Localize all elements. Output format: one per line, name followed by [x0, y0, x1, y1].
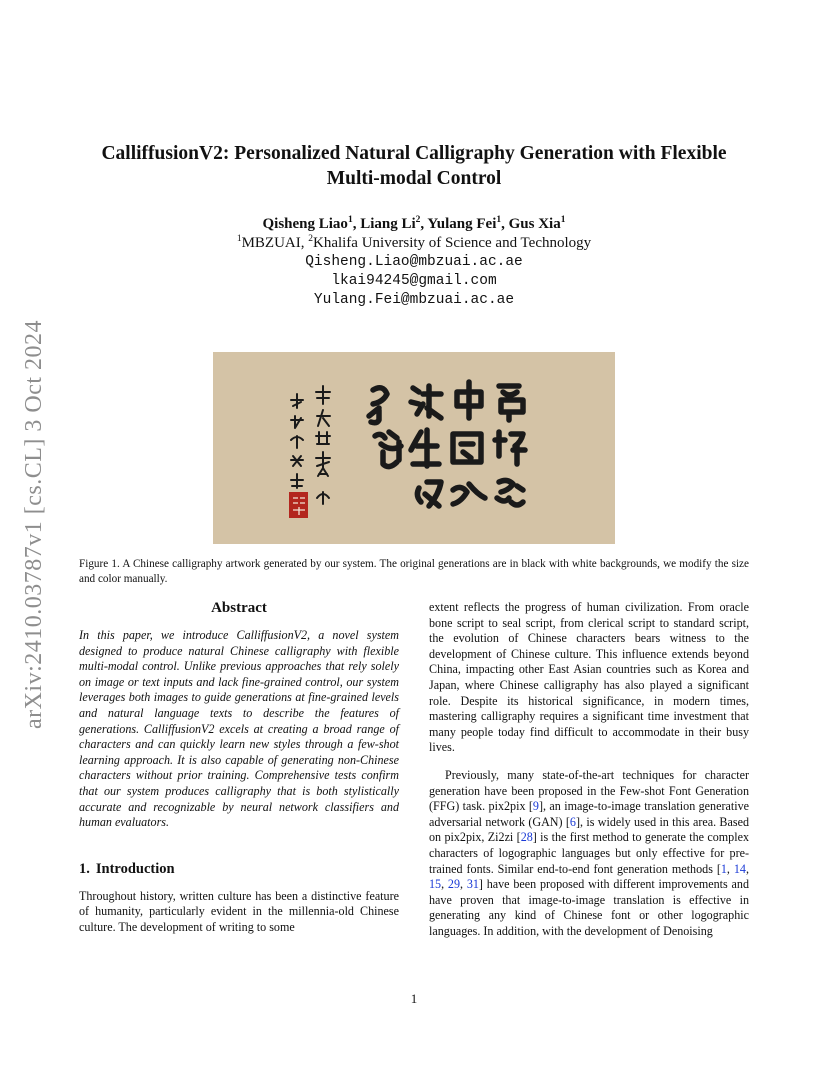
citation-link[interactable]: 15 — [429, 877, 442, 892]
body-paragraph-with-citations — [429, 768, 749, 940]
figure-caption-text: A Chinese calligraphy artwork generated by our system. The original generations are in black with white backgrounds, we modify the size and color manually. — [79, 558, 749, 585]
author-name: Gus Xia — [508, 216, 561, 232]
seal-stamp-icon — [289, 492, 308, 518]
author-affiliation-mark: 1 — [496, 215, 502, 225]
section-number: 1. — [79, 860, 90, 877]
calligraphy-figure — [213, 352, 615, 544]
paragraph-text: , — [460, 877, 467, 892]
author-email[interactable]: Qisheng.Liao@mbzuai.ac.ae — [305, 254, 523, 270]
figure-caption — [79, 557, 749, 586]
paragraph-text: ], is widely used in this area. Based on pix2pix, Zi2zi [ — [429, 814, 749, 845]
affiliation-line: $^1$MBZUAI, $^2$Khalifa University of Science and Technology — [236, 234, 592, 251]
arxiv-identifier-stamp — [20, 296, 50, 752]
author-name: Yulang Fei — [427, 216, 497, 232]
affiliation-mark: 2 — [308, 234, 313, 244]
section-title: Introduction — [95, 860, 175, 877]
author-block — [90, 215, 738, 310]
citation-link[interactable]: 1 — [720, 861, 727, 876]
citation-link[interactable]: 9 — [532, 799, 539, 814]
citation-link[interactable]: 31 — [466, 877, 479, 892]
paper-title-line-2: Multi-modal Control — [326, 168, 502, 189]
author-name: Liang Li — [360, 216, 416, 232]
author-affiliation-mark: 2 — [415, 215, 421, 225]
body-paragraph: extent reflects the progress of human civilization. From oracle bone script to seal script, from clerical script to standard script, the evolution of Chinese characters bears witness to the development of Chinese culture. This influence extends beyond China, impacting other East Asian countries such as Korea and Japan, where Chinese calligraphy has also played a significant role. Despite its historical significance, in modern times, mastering calligraphy requires a significant time investment that many people today find difficult to accommodate in their busy lives. — [429, 600, 749, 755]
paper-title-line-1: CalliffusionV2: Personalized Natural Calligraphy Generation with Flexible — [101, 143, 727, 164]
author-list: Qisheng Liao$^1$, Liang Li$^2$, Yulang Fei$^1$, Gus Xia$^1$ — [262, 215, 566, 232]
citation-link[interactable]: 29 — [447, 877, 460, 892]
affiliation-name: Khalifa University of Science and Technology — [312, 235, 592, 251]
paragraph-text: ] have been proposed with different improvements and have proven that image-to-image translation is effective in generating any kind of Chinese font or other logographic languages. In addition, with the development of Denoising — [429, 877, 749, 938]
paragraph-text: , — [745, 861, 749, 876]
paragraph-text: Previously, many state-of-the-art techniques for character generation have been proposed in the Few-shot Font Generation (FFG) task. pix2pix [ — [429, 767, 749, 814]
author-email[interactable]: Yulang.Fei@mbzuai.ac.ae — [313, 292, 515, 308]
abstract-text: In this paper, we introduce CalliffusionV2, a novel system designed to produce natural Chinese calligraphy with flexible multi-modal control. Unlike previous approaches that rely solely on image or text inputs and lack fine-grained control, our system leverages both images to guide generations at fine-grained levels and natural language texts to describe the features of generations. CalliffusionV2 excels at creating a broad range of characters and can quickly learn new styles through a few-shot learning approach. It is also capable of generating non-Chinese characters without prior training. Comprehensive tests confirm that our system produces calligraphy that is both stylistically accurate and recognizable by neural network classifiers and human evaluators. — [79, 628, 399, 830]
author-name: Qisheng Liao — [262, 216, 348, 232]
abstract-heading: Abstract — [211, 600, 267, 616]
page-number: 1 — [410, 991, 418, 1006]
introduction-paragraph: Throughout history, written culture has been a distinctive feature of humanity, particularly evident in the millennia-old Chinese culture. The development of writing to some — [79, 888, 399, 934]
citation-link[interactable]: 6 — [569, 814, 576, 829]
introduction-heading — [79, 860, 399, 878]
left-column — [79, 598, 399, 936]
arxiv-identifier-text: arXiv:2410.03787v1 [cs.CL] 3 Oct 2024 — [21, 319, 48, 729]
figure-label: Figure 1. — [79, 558, 120, 570]
paragraph-text: , — [441, 877, 448, 892]
right-column — [429, 600, 749, 939]
paragraph-text: ], an image-to-image translation generative adversarial network (GAN) [ — [429, 799, 749, 829]
author-affiliation-mark: 1 — [347, 215, 353, 225]
author-affiliation-mark: 1 — [560, 215, 566, 225]
citation-link[interactable]: 14 — [733, 861, 746, 876]
author-email[interactable]: lkai94245@gmail.com — [331, 273, 497, 289]
paper-title — [90, 141, 738, 191]
citation-link[interactable]: 28 — [520, 830, 533, 845]
affiliation-mark: 1 — [236, 234, 242, 244]
paragraph-text: , — [726, 861, 734, 876]
calligraphy-artwork-image — [213, 352, 615, 544]
paragraph-text: ] is the first method to generate the complex characters of logographic languages but only effective for pre-trained fonts. Similar end-to-end font generation methods [ — [429, 830, 749, 876]
affiliation-name: MBZUAI — [241, 235, 301, 251]
